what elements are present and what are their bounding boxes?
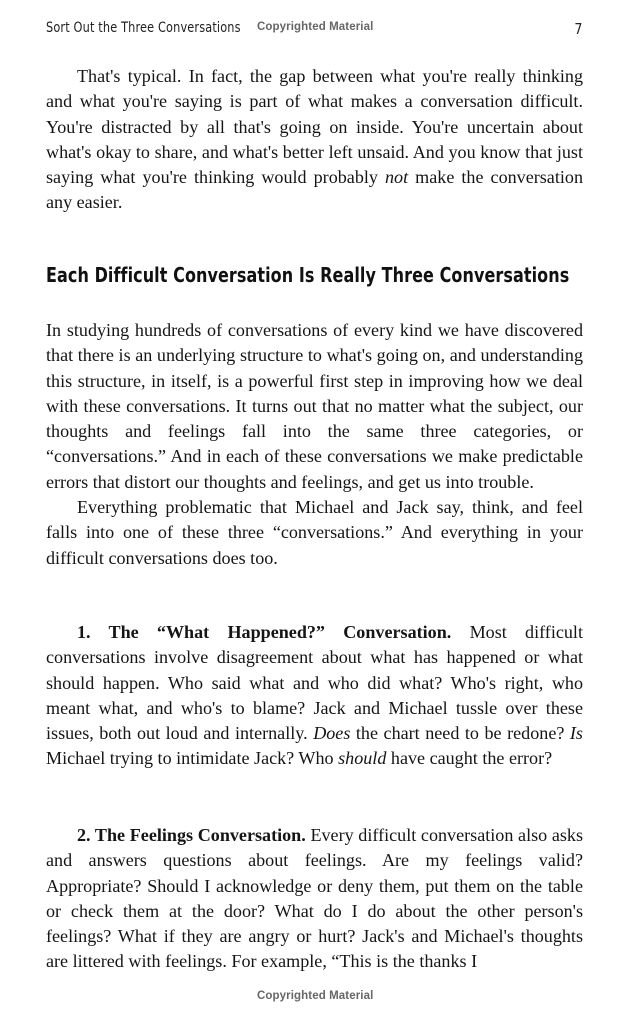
paragraph-text: have caught the error? [386,748,553,769]
paragraph-what-happened [46,620,583,772]
paragraph-typical [46,64,583,216]
paragraph-text: Every difficult conversation also asks and answers questions about feelings. Are my feelings valid? Appropriate? Should I acknowledge or deny them, put them on the table or check them at the door? What do I do about the other person's feelings? What if they are angry or hurt? Jack's and Michael's thoughts are littered with feelings. For example, “This is the thanks I [46,825,584,972]
emphasis-not: not [385,167,409,188]
item-lead: 2. The Feelings Conversation. [77,825,306,845]
page-number: 7 [574,20,583,38]
list-item-feelings [46,823,583,975]
emphasis-is: Is [569,723,583,744]
intro-paragraph-block [46,64,583,216]
running-head: Sort Out the Three Conversations [46,20,241,36]
paragraph-feelings [46,823,583,975]
paragraph-text: make the conversation any easier. [46,167,583,213]
paragraph-text: Michael trying to intimidate Jack? Who [46,748,339,769]
copyright-watermark-bottom: Copyrighted Material [257,990,374,1002]
item-lead: 1. The “What Happened?” Conversation. [77,622,452,642]
paragraph-text: the chart need to be redone? [350,723,570,744]
emphasis-should: should [338,748,387,769]
paragraph-text: That's typical. In fact, the gap between what you're really thinking and what you're saying is part of what makes a conversation difficult. You're distracted by all that's going on inside. You're uncertain about what's okay to share, and what's better left unsaid. And you know that just saying what you're thinking would probably [46,66,583,188]
paragraph-everything-problematic: Everything problematic that Michael and Jack say, think, and feel falls into one of these three “conversations.” And everything in your difficult conversations does too. [46,497,583,568]
list-item-what-happened [46,620,583,772]
paragraph-text: Most difficult conversations involve disagreement about what has happened or what should happen. Who said what and who did what? Who's right, who meant what, and who's to blame? Jack and Michael tussle over these issues, both out loud and internally. [46,622,583,744]
section-heading: Each Difficult Conversation Is Really Three Conversations [46,263,570,287]
emphasis-does: Does [313,723,351,744]
copyright-watermark-top: Copyrighted Material [257,21,374,33]
section-body-block [46,318,583,571]
paragraph-studying: In studying hundreds of conversations of every kind we have discovered that there is an underlying structure to what's going on, and understanding this structure, in itself, is a powerful first step in improving how we deal with these conversations. It turns out that no matter what the subject, our thoughts and feelings fall into the same three categories, or “conversations.” And in each of these conversations we make predictable errors that distort our thoughts and feelings, and get us into trouble. [46,320,583,492]
